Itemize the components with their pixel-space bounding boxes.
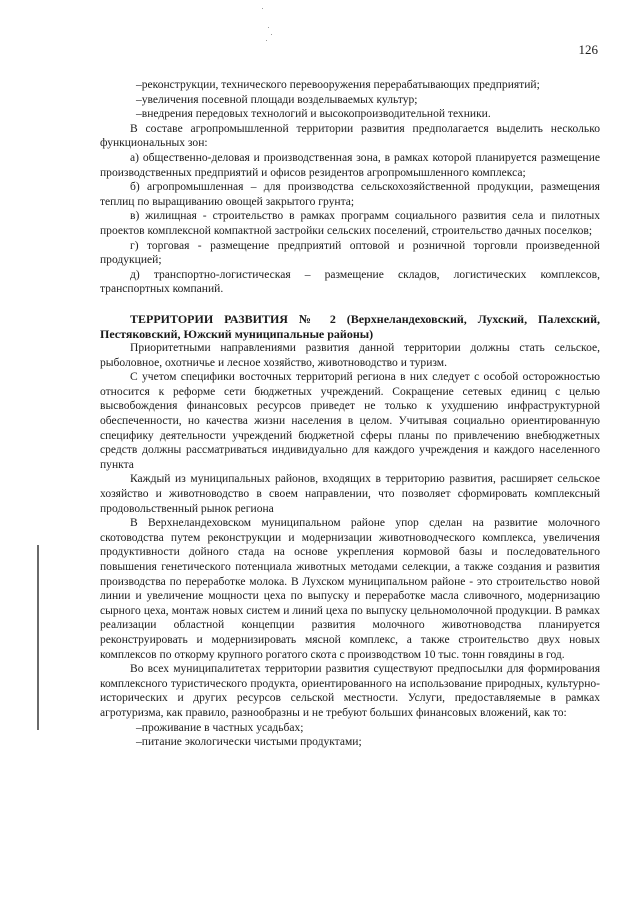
paragraph: В составе агропромышленной территории развития предполагается выделить несколько функциональных зон: bbox=[100, 122, 600, 150]
page-number: 126 bbox=[578, 42, 598, 57]
list-item: –внедрения передовых технологий и высокопроизводительной техники. bbox=[136, 108, 491, 121]
section-heading: ТЕРРИТОРИИ РАЗВИТИЯ № 2 (Верхнеландеховский, Лухский, Палехский, Пестяковский, Южский муниципальные районы) bbox=[100, 311, 600, 341]
paragraph: а) общественно-деловая и производственная зона, в рамках которой планируется размещение производственных предприятий и офисов резидентов агропромышленного комплекса; bbox=[100, 151, 600, 179]
paragraph: В Верхнеландеховском муниципальном районе упор сделан на развитие молочного скотоводства путем реконструкции и модернизации животноводческого комплекса, увеличения продуктивности дойного стада на основе укрепления кормовой базы и последовательного повышения генетического потенциала животных методами селекции, а также создания и развития производства по переработке молока. В Лухском муниципальном районе - это строительство новой линии и увеличение мощности цеха по выпуску и переработке масла сливочного, модернизацию сырного цеха, монтаж новых систем и линий цеха по выпуску цельномолочной продукции. В рамках реализации областной концепции развития молочного животноводства планируется реконструировать и модернизировать мясной комплекс, а также строительство двух новых комплексов по откорму крупного рогатого скота с производством 10 тыс. тонн говядины в год. bbox=[100, 517, 600, 661]
paragraph: г) торговая - размещение предприятий оптовой и розничной торговли произведенной продукцией; bbox=[100, 239, 600, 267]
list-item: –питание экологически чистыми продуктами; bbox=[136, 736, 362, 749]
paragraph: в) жилищная - строительство в рамках программ социального развития села и пилотных проектов комплексной компактной застройки сельских поселений, строительство дачных поселков; bbox=[100, 210, 600, 237]
paragraph: б) агропромышленная – для производства сельскохозяйственной продукции, размещения теплиц по выращиванию овощей закрытого грунта; bbox=[100, 181, 600, 208]
scan-speck bbox=[266, 40, 267, 41]
scan-speck bbox=[271, 34, 272, 35]
list-item: –проживание в частных усадьбах; bbox=[136, 721, 304, 734]
paragraph: Приоритетными направлениями развития данной территории должны стать сельское, рыболовное, охотничье и лесное хозяйство, животноводство и туризм. bbox=[100, 342, 600, 369]
paragraph: Во всех муниципалитетах территории развития существуют предпосылки для формирования комплексного туристического продукта, ориентированного на использование природных, культурно-исторических и других ресурсов сельской местности. Услуги, предоставляемые в рамках агротуризма, как правило, разнообразны и не требуют больших финансовых вложений, как то: bbox=[100, 663, 600, 719]
scan-margin-line bbox=[37, 545, 39, 730]
scan-speck bbox=[268, 27, 269, 28]
paragraph: С учетом специфики восточных территорий региона в них следует с особой осторожностью относится к реформе сети бюджетных учреждений. Сокращение сетевых единиц с целью высвобождения финансовых ресурсов приведет не только к ухудшению инфраструктурной обеспеченности, но качества жизни населения в целом. Учитывая социально ориентированную специфику деятельности учреждений бюджетной сферы планы по привлечению внебюджетных средств должны рассматриваться индивидуально для каждого учреждения и каждого населенного пункта bbox=[100, 371, 600, 471]
paragraph: Каждый из муниципальных районов, входящих в территорию развития, расширяет сельское хозяйство и животноводство в своем направлении, что позволяет сформировать комплексный продовольственный рынок региона bbox=[100, 473, 600, 515]
paragraph: д) транспортно-логистическая – размещение складов, логистических комплексов, транспортных компаний. bbox=[100, 268, 600, 296]
document-body bbox=[100, 78, 600, 750]
list-item: –увеличения посевной площади возделываемых культур; bbox=[136, 93, 418, 106]
list-item: –реконструкции, технического перевооружения перерабатывающих предприятий; bbox=[136, 79, 540, 91]
scan-speck bbox=[262, 8, 263, 9]
